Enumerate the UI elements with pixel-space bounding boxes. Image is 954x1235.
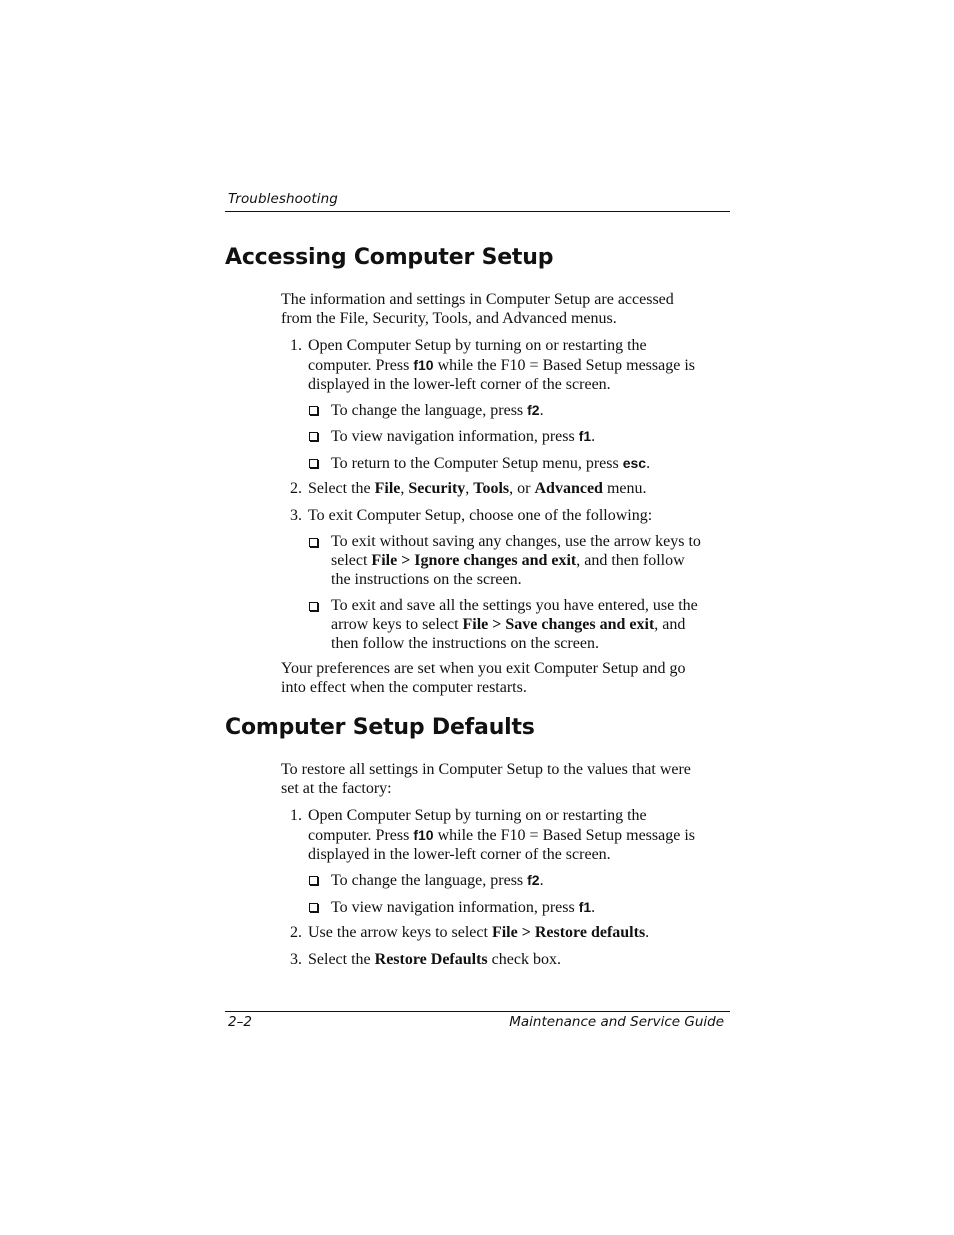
key-label: esc: [622, 455, 647, 471]
section-heading-accessing-computer-setup: Accessing Computer Setup: [225, 245, 554, 270]
step-part: Use the arrow keys to select: [308, 924, 492, 941]
bullet-item: [309, 533, 733, 589]
bullet-line: , and: [654, 615, 686, 633]
checkbox-bullet-icon: [309, 459, 318, 468]
bullet-punct: .: [591, 428, 596, 445]
key-label: f10: [413, 356, 434, 373]
step-part: Select the: [308, 951, 375, 968]
checkbox-bullet-icon: [309, 903, 318, 912]
checkbox-bullet-icon: [309, 602, 318, 611]
bullet-item: [309, 401, 733, 421]
bullet-text: [331, 401, 733, 421]
bullet-line: arrow keys to select: [331, 615, 463, 633]
bullet-text: [331, 533, 733, 589]
key-label: f10: [413, 826, 434, 843]
key-label: f2: [527, 402, 540, 418]
bullet-text-part: To view navigation information, press: [331, 899, 579, 916]
closing-line: into effect when the computer restarts.: [281, 678, 527, 696]
bullet-punct: .: [646, 455, 651, 472]
step-line: Open Computer Setup by turning on or restarting the: [308, 807, 647, 824]
bullet-text: [331, 898, 733, 918]
key-label: f1: [578, 899, 592, 915]
bullet-item: [309, 871, 733, 891]
bullet-item: [309, 898, 733, 918]
numbered-step: [290, 507, 732, 526]
numbered-step: [290, 951, 732, 970]
step-part: ,: [465, 480, 474, 497]
menu-name-advanced: Advanced: [534, 480, 603, 497]
numbered-step: [290, 337, 732, 394]
bullet-item: [309, 597, 733, 653]
section-heading-computer-setup-defaults: Computer Setup Defaults: [225, 715, 535, 740]
bullet-text: [331, 871, 733, 891]
option-name: Restore Defaults: [374, 951, 488, 968]
step-text: [308, 337, 732, 394]
bullet-text: [331, 427, 733, 447]
menu-path: File > Save changes and exit: [462, 615, 655, 633]
step-text: [308, 924, 732, 943]
step-line: displayed in the lower-left corner of the screen.: [308, 845, 611, 863]
bullet-text-part: To return to the Computer Setup menu, press: [331, 455, 623, 472]
step-part: check box.: [487, 951, 561, 968]
bullet-line: select: [331, 551, 372, 569]
footer-rule: [225, 1011, 730, 1012]
bullet-punct: .: [539, 872, 544, 889]
step-text: To exit Computer Setup, choose one of the following:: [308, 507, 653, 524]
step-part: ,: [400, 480, 409, 497]
closing-line: Your preferences are set when you exit Computer Setup and go: [281, 660, 686, 677]
step-line: while the F10 = Based Setup message is: [433, 356, 695, 374]
step-text: [308, 951, 732, 970]
checkbox-bullet-icon: [309, 876, 318, 885]
numbered-step: [290, 480, 732, 499]
section2-intro: [281, 761, 733, 799]
checkbox-bullet-icon: [309, 432, 318, 441]
numbered-step: [290, 807, 732, 864]
bullet-text: [331, 597, 733, 653]
menu-name-tools: Tools: [473, 480, 510, 497]
guide-title: Maintenance and Service Guide: [509, 1014, 724, 1030]
intro-line: The information and settings in Computer Setup are accessed: [281, 291, 674, 308]
step-line: computer. Press: [308, 826, 414, 844]
step-number: 3.: [290, 507, 302, 524]
key-label: f2: [527, 872, 540, 888]
page-number: 2–2: [228, 1014, 252, 1030]
step-part: Select the: [308, 480, 375, 497]
checkbox-bullet-icon: [309, 538, 318, 547]
step-number: 2.: [290, 480, 302, 497]
running-head: Troubleshooting: [228, 191, 338, 207]
step-number: 2.: [290, 924, 302, 941]
step-number: 1.: [290, 337, 302, 354]
menu-name-file: File: [374, 480, 401, 497]
step-part: .: [645, 924, 650, 941]
intro-line: from the File, Security, Tools, and Advanced menus.: [281, 309, 617, 327]
step-line: while the F10 = Based Setup message is: [433, 826, 695, 844]
step-line: displayed in the lower-left corner of the screen.: [308, 375, 611, 393]
bullet-text-part: To change the language, press: [331, 872, 528, 889]
section1-intro: [281, 291, 733, 329]
step-number: 1.: [290, 807, 302, 824]
checkbox-bullet-icon: [309, 406, 318, 415]
step-number: 3.: [290, 951, 302, 968]
step-text: [308, 480, 732, 499]
bullet-text-part: To view navigation information, press: [331, 428, 579, 445]
bullet-item: [309, 427, 733, 447]
bullet-punct: .: [539, 402, 544, 419]
bullet-line: the instructions on the screen.: [331, 570, 522, 588]
intro-line: To restore all settings in Computer Setup to the values that were: [281, 761, 691, 778]
section1-closing: [281, 660, 733, 698]
bullet-text: [331, 454, 733, 474]
intro-line: set at the factory:: [281, 779, 392, 797]
key-label: f1: [578, 428, 592, 444]
bullet-text-part: To change the language, press: [331, 402, 528, 419]
header-rule: [225, 211, 730, 212]
bullet-item: [309, 454, 733, 474]
step-part: , or: [509, 480, 535, 497]
bullet-line: then follow the instructions on the screen.: [331, 634, 599, 652]
step-part: menu.: [602, 480, 647, 497]
step-line: Open Computer Setup by turning on or restarting the: [308, 337, 647, 354]
bullet-punct: .: [591, 899, 596, 916]
step-text: [308, 807, 732, 864]
menu-path: File > Restore defaults: [491, 924, 646, 941]
bullet-line: To exit without saving any changes, use the arrow keys to: [331, 533, 701, 550]
menu-name-security: Security: [408, 480, 466, 497]
menu-path: File > Ignore changes and exit: [371, 551, 577, 569]
bullet-line: To exit and save all the settings you have entered, use the: [331, 597, 698, 614]
step-line: computer. Press: [308, 356, 414, 374]
bullet-line: , and then follow: [576, 551, 685, 569]
numbered-step: [290, 924, 732, 943]
